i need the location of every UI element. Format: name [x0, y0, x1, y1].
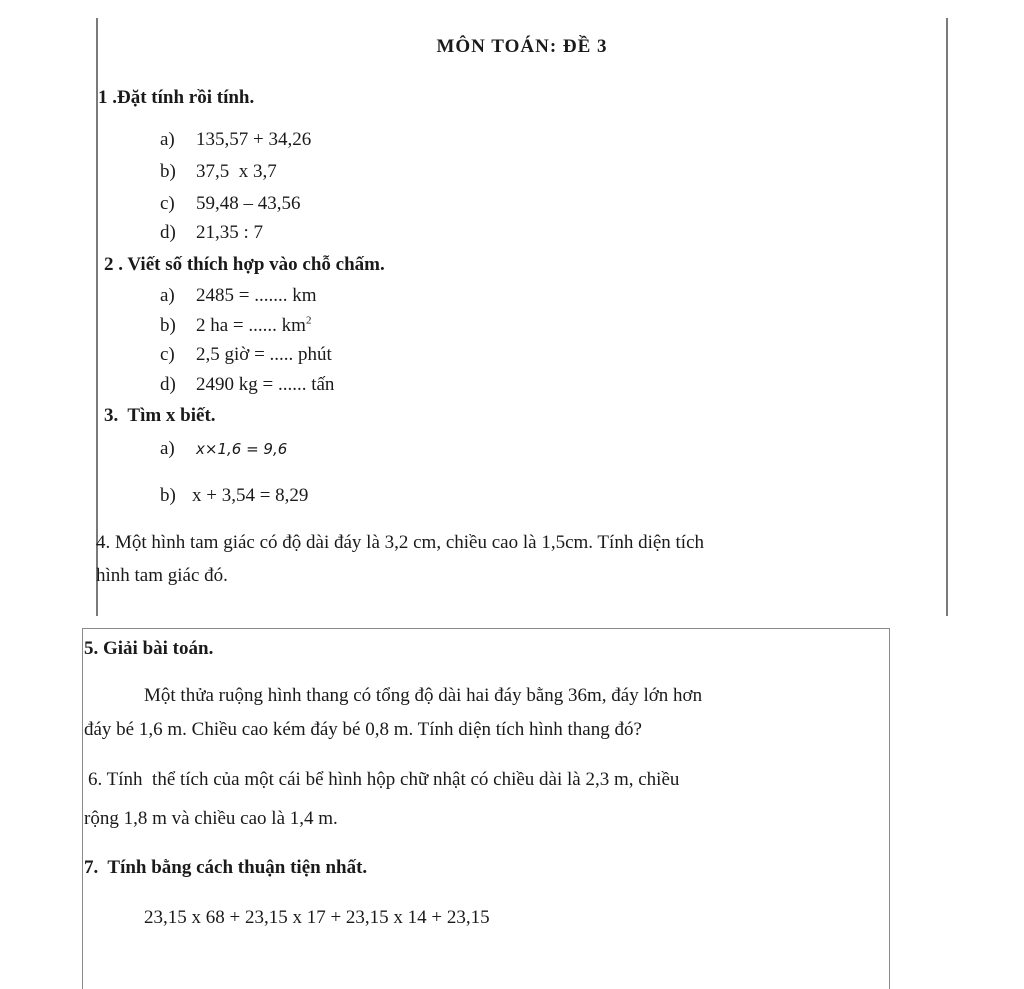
q3-item-b-text: x + 3,54 = 8,29: [192, 485, 309, 506]
q2-item-c: [160, 343, 332, 367]
q4-line-2: hình tam giác đó.: [96, 565, 228, 586]
q3-item-a: [160, 437, 287, 461]
q1-heading: 1 .Đặt tính rồi tính.: [98, 87, 255, 108]
q1-item-b: [160, 160, 277, 184]
q2-item-b-text: 2 ha = ...... km: [196, 315, 306, 336]
q1-item-d-text: 21,35 : 7: [196, 222, 264, 243]
q2-item-d-label: d): [160, 374, 176, 395]
q2-item-a: [160, 284, 317, 308]
q2-item-d-text: 2490 kg = ...... tấn: [196, 374, 335, 395]
q2-item-a-text: 2485 = ....... km: [196, 285, 317, 306]
page-title: MÔN TOÁN: ĐỀ 3: [436, 36, 608, 57]
q2-heading: 2 . Viết số thích hợp vào chỗ chấm.: [104, 254, 385, 275]
q1-item-a-label: a): [160, 129, 175, 150]
q4-line-1: 4. Một hình tam giác có độ dài đáy là 3,2 cm, chiều cao là 1,5cm. Tính diện tích: [96, 532, 705, 553]
q1-item-d-label: d): [160, 222, 176, 243]
q1-item-b-text: 37,5 x 3,7: [196, 161, 277, 182]
q1-item-a-text: 135,57 + 34,26: [196, 129, 312, 150]
q2-item-c-label: c): [160, 344, 175, 365]
q2-item-b: [160, 314, 311, 338]
q5-heading: 5. Giải bài toán.: [84, 638, 214, 659]
q1-item-a: [160, 128, 311, 152]
q3-item-b-label: b): [160, 485, 176, 506]
q6-line-1: 6. Tính thể tích của một cái bể hình hộp chữ nhật có chiều dài là 2,3 m, chiều: [88, 769, 680, 790]
q7-heading: 7. Tính bằng cách thuận tiện nhất.: [84, 857, 368, 878]
q3-item-b: [160, 484, 308, 508]
q1-item-c-label: c): [160, 193, 175, 214]
q2-item-d: [160, 373, 334, 397]
q3-item-a-label: a): [160, 438, 175, 459]
q2-item-b-superscript: 2: [305, 314, 312, 327]
q2-item-b-label: b): [160, 315, 176, 336]
q2-item-c-text: 2,5 giờ = ..... phút: [196, 344, 332, 365]
q2-item-a-label: a): [160, 285, 175, 306]
q5-line-1: Một thửa ruộng hình thang có tổng độ dài hai đáy bằng 36m, đáy lớn hơn: [144, 685, 703, 706]
q1-item-d: [160, 221, 263, 245]
q3-heading: 3. Tìm x biết.: [104, 405, 216, 426]
right-margin-rule: [946, 18, 948, 616]
q5-line-2: đáy bé 1,6 m. Chiều cao kém đáy bé 0,8 m. Tính diện tích hình thang đó?: [84, 719, 642, 740]
q7-expression: 23,15 x 68 + 23,15 x 17 + 23,15 x 14 + 23,15: [144, 907, 490, 928]
q6-line-2: rộng 1,8 m và chiều cao là 1,4 m.: [84, 808, 338, 829]
q3-item-a-text: x×1,6 = 9,6: [196, 440, 288, 458]
q1-item-c: [160, 192, 301, 216]
q1-item-b-label: b): [160, 161, 176, 182]
q1-item-c-text: 59,48 – 43,56: [196, 193, 301, 214]
